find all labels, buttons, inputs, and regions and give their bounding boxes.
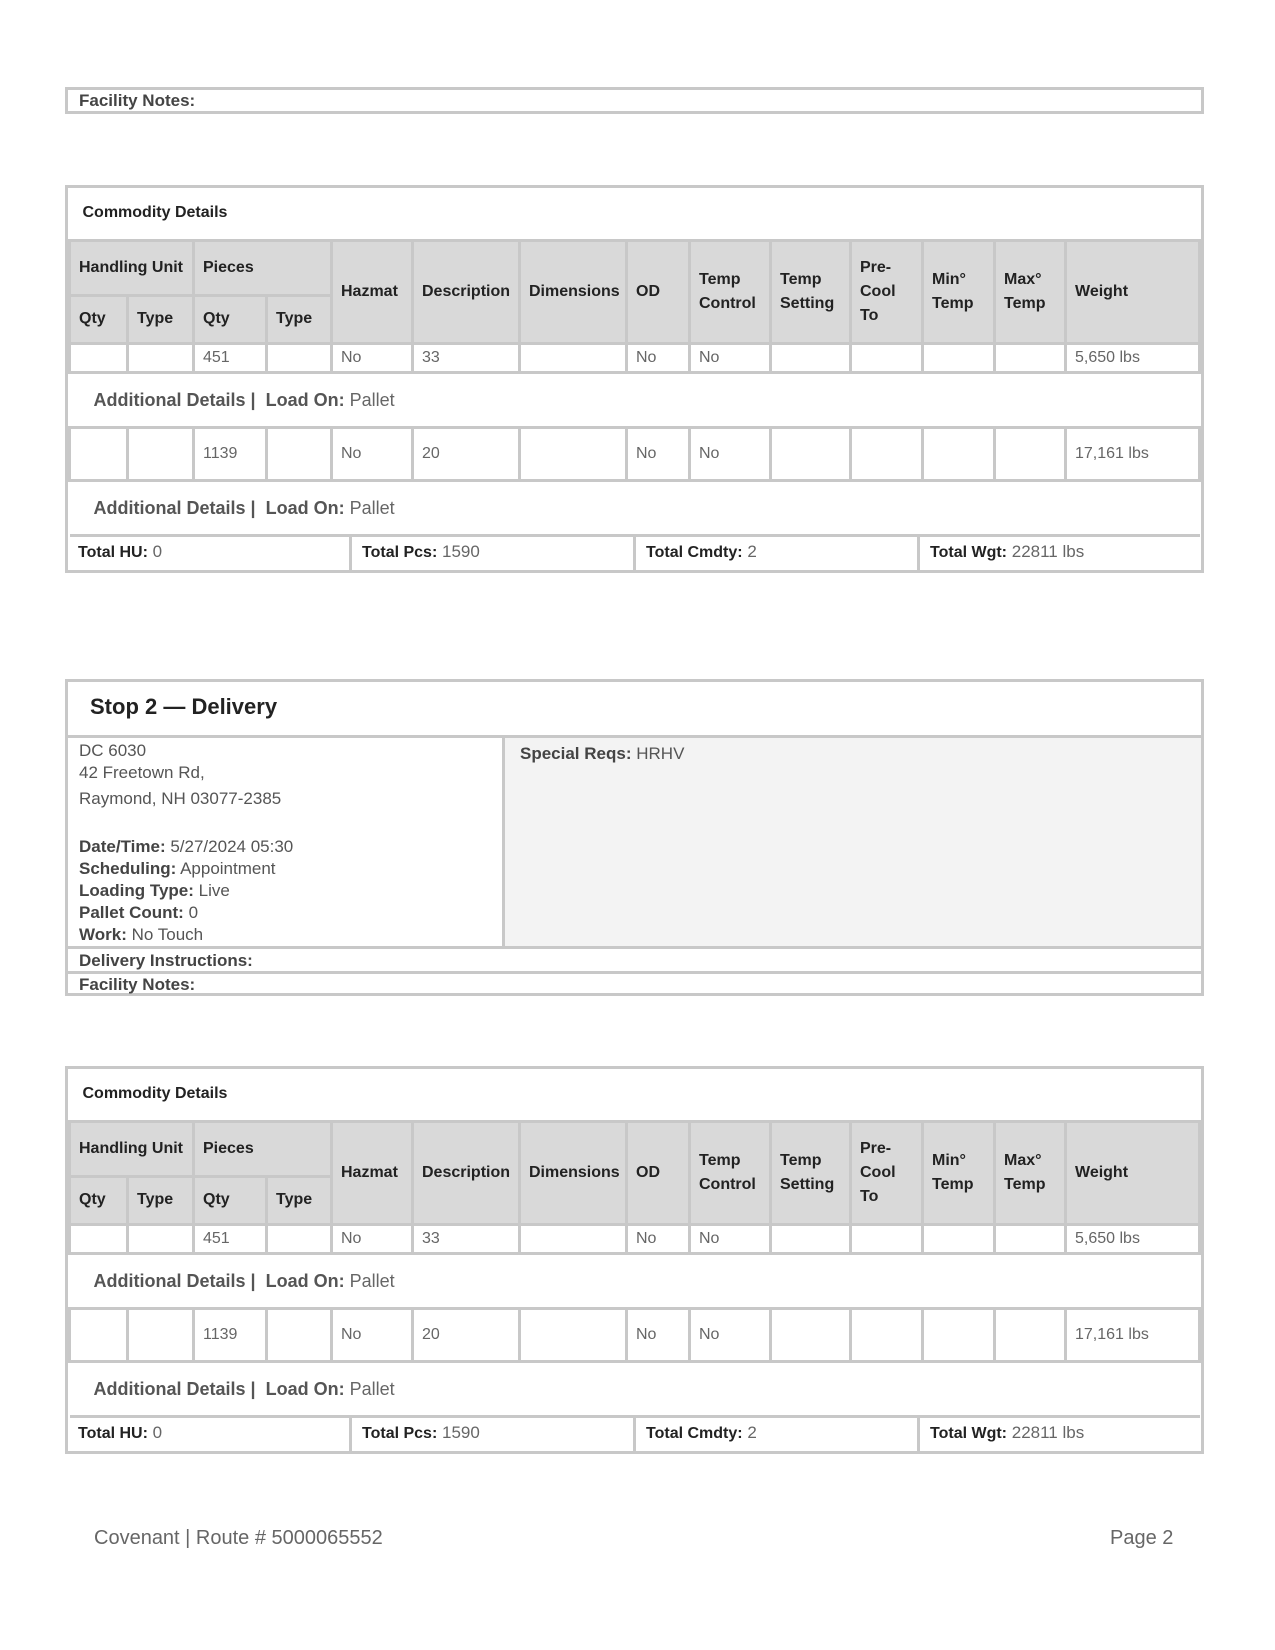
temp-control: No [690, 1308, 771, 1361]
total-wgt: Total Wgt: 22811 lbs [930, 1422, 1085, 1442]
header-handling-unit: Handling Unit [70, 240, 194, 295]
temp-control: No [690, 1224, 771, 1253]
stop-2-box [65, 679, 1204, 996]
delivery-instructions: Delivery Instructions: [68, 949, 1201, 974]
header-pieces-type: Type [267, 295, 332, 343]
temp-control: No [690, 343, 771, 372]
total-pcs: Total Pcs: 1590 [352, 1418, 636, 1451]
footer-page-number: Page 2 [1110, 1527, 1174, 1549]
header-temp-setting: Temp Setting [771, 1121, 851, 1224]
datetime: Date/Time: 5/27/2024 05:30 [79, 837, 294, 856]
stop-title: Stop 2 — Delivery [68, 682, 1201, 738]
header-hu-type: Type [128, 295, 194, 343]
header-max-temp: Max° Temp [995, 1121, 1066, 1224]
pieces-qty: 451 [194, 1224, 267, 1253]
header-hu-type: Type [128, 1176, 194, 1224]
header-min-temp: Min° Temp [923, 1121, 995, 1224]
facility-notes-box-top [65, 87, 1204, 114]
header-max-temp: Max° Temp [995, 240, 1066, 343]
special-reqs-block: Special Reqs: HRHV [505, 738, 1201, 946]
additional-details: Additional Details | Load On: Pallet [70, 1253, 1200, 1308]
total-hu: Total HU: 0 [68, 1418, 352, 1451]
pallet-count: Pallet Count: 0 [79, 903, 199, 922]
facility-notes-top: Facility Notes: [79, 91, 196, 110]
header-pieces: Pieces [194, 1121, 332, 1176]
address-line-2: Raymond, NH 03077-2385 [79, 789, 282, 808]
header-dimensions: Dimensions [520, 1121, 627, 1224]
header-min-temp: Min° Temp [923, 240, 995, 343]
header-pieces-qty: Qty [194, 295, 267, 343]
description: 33 [413, 343, 520, 372]
total-cmdty: Total Cmdty: 2 [636, 1418, 920, 1451]
temp-control: No [690, 427, 771, 480]
pieces-qty: 451 [194, 343, 267, 372]
header-pre-cool-to: Pre-Cool To [851, 1121, 923, 1224]
header-weight: Weight [1066, 1121, 1200, 1224]
commodity-details-1 [65, 185, 1204, 573]
table-row [70, 427, 1200, 480]
header-temp-setting: Temp Setting [771, 240, 851, 343]
commodity-title: Commodity Details [70, 1069, 1200, 1121]
header-pieces: Pieces [194, 240, 332, 295]
hazmat: No [332, 427, 413, 480]
weight: 17,161 lbs [1066, 427, 1200, 480]
totals-row [68, 1418, 1201, 1451]
scheduling: Scheduling: Appointment [79, 859, 276, 878]
header-hazmat: Hazmat [332, 240, 413, 343]
header-pieces-qty: Qty [194, 1176, 267, 1224]
hazmat: No [332, 343, 413, 372]
total-hu: Total HU: 0 [68, 537, 352, 570]
work: Work: No Touch [79, 925, 204, 944]
hazmat: No [332, 1224, 413, 1253]
od: No [627, 1224, 690, 1253]
table-row [70, 1224, 1200, 1253]
hazmat: No [332, 1308, 413, 1361]
weight: 17,161 lbs [1066, 1308, 1200, 1361]
od: No [627, 1308, 690, 1361]
header-temp-control: Temp Control [690, 1121, 771, 1224]
additional-details: Additional Details | Load On: Pallet [70, 372, 1200, 427]
header-description: Description [413, 1121, 520, 1224]
od: No [627, 427, 690, 480]
address-line-1: 42 Freetown Rd, [79, 763, 205, 782]
table-row [70, 343, 1200, 372]
stop-address-block [68, 738, 505, 946]
description: 33 [413, 1224, 520, 1253]
commodity-details-2 [65, 1066, 1204, 1454]
total-wgt: Total Wgt: 22811 lbs [930, 541, 1085, 561]
weight: 5,650 lbs [1066, 1224, 1200, 1253]
header-pieces-type: Type [267, 1176, 332, 1224]
total-cmdty: Total Cmdty: 2 [636, 537, 920, 570]
facility-notes: Facility Notes: [79, 975, 196, 994]
facility-name: DC 6030 [79, 741, 147, 760]
header-pre-cool-to: Pre-Cool To [851, 240, 923, 343]
loading-type: Loading Type: Live [79, 881, 230, 900]
table-row [70, 1308, 1200, 1361]
commodity-title: Commodity Details [70, 188, 1200, 240]
header-weight: Weight [1066, 240, 1200, 343]
od: No [627, 343, 690, 372]
header-hazmat: Hazmat [332, 1121, 413, 1224]
additional-details: Additional Details | Load On: Pallet [70, 1361, 1200, 1416]
pieces-qty: 1139 [194, 427, 267, 480]
header-handling-unit: Handling Unit [70, 1121, 194, 1176]
additional-details: Additional Details | Load On: Pallet [70, 480, 1200, 535]
weight: 5,650 lbs [1066, 343, 1200, 372]
header-od: OD [627, 240, 690, 343]
description: 20 [413, 427, 520, 480]
totals-row [68, 537, 1201, 570]
header-description: Description [413, 240, 520, 343]
header-temp-control: Temp Control [690, 240, 771, 343]
header-hu-qty: Qty [70, 295, 128, 343]
footer-route: Covenant | Route # 5000065552 [94, 1527, 383, 1549]
header-dimensions: Dimensions [520, 240, 627, 343]
description: 20 [413, 1308, 520, 1361]
pieces-qty: 1139 [194, 1308, 267, 1361]
header-od: OD [627, 1121, 690, 1224]
header-hu-qty: Qty [70, 1176, 128, 1224]
total-pcs: Total Pcs: 1590 [352, 537, 636, 570]
